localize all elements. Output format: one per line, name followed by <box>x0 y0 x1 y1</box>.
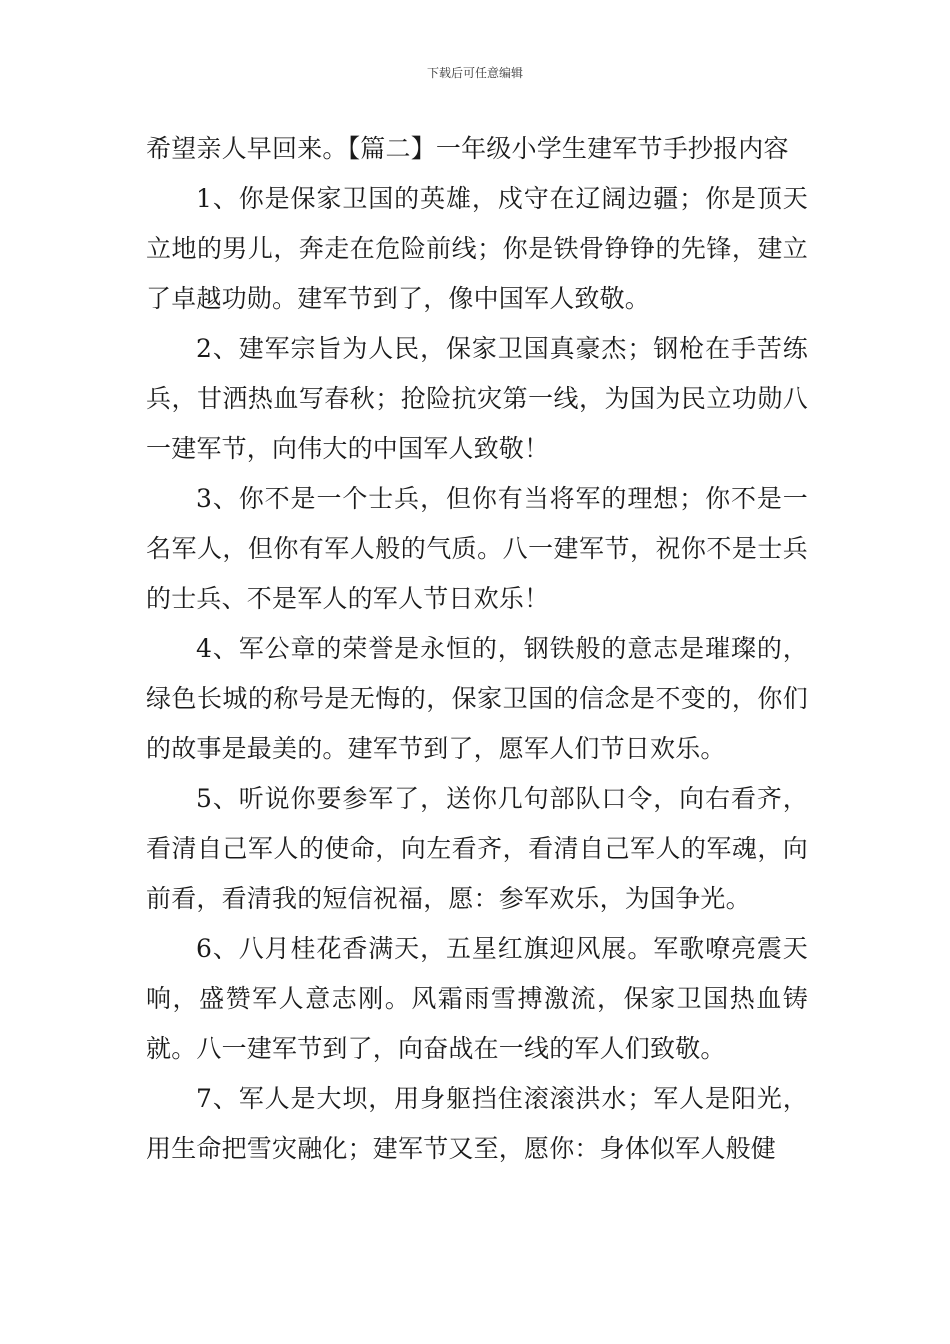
paragraph-item-6: 6、八月桂花香满天，五星红旗迎风展。军歌嘹亮震天响，盛赞军人意志刚。风霜雨雪搏激流，保家卫国热血铸就。八一建军节到了，向奋战在一线的军人们致敬。 <box>146 934 808 1063</box>
page-header: 下载后可任意编辑 <box>426 66 523 80</box>
paragraph-item-3: 3、你不是一个士兵，但你有当将军的理想；你不是一名军人，但你有军人般的气质。八一建军节，祝你不是士兵的士兵、不是军人的军人节日欢乐！ <box>146 484 808 613</box>
paragraph-item-2: 2、建军宗旨为人民，保家卫国真豪杰；钢枪在手苦练兵，甘洒热血写春秋；抢险抗灾第一线，为国为民立功勋八一建军节，向伟大的中国军人致敬！ <box>146 334 808 463</box>
paragraph-item-7: 7、军人是大坝，用身躯挡住滚滚洪水；军人是阳光，用生命把雪灾融化；建军节又至，愿你：身体似军人般健 <box>146 1084 808 1163</box>
paragraph-item-4: 4、军公章的荣誉是永恒的，钢铁般的意志是璀璨的，绿色长城的称号是无悔的，保家卫国的信念是不变的，你们的故事是最美的。建军节到了，愿军人们节日欢乐。 <box>146 634 808 763</box>
paragraph-item-5: 5、听说你要参军了，送你几句部队口令，向右看齐，看清自己军人的使命，向左看齐，看清自己军人的军魂，向前看，看清我的短信祝福，愿：参军欢乐，为国争光。 <box>146 784 808 913</box>
document-body <box>146 124 808 1174</box>
paragraph-intro: 希望亲人早回来。【篇二】一年级小学生建军节手抄报内容 <box>146 134 789 163</box>
paragraph-item-1: 1、你是保家卫国的英雄，戍守在辽阔边疆；你是顶天立地的男儿，奔走在危险前线；你是铁骨铮铮的先锋，建立了卓越功勋。建军节到了，像中国军人致敬。 <box>146 184 808 313</box>
